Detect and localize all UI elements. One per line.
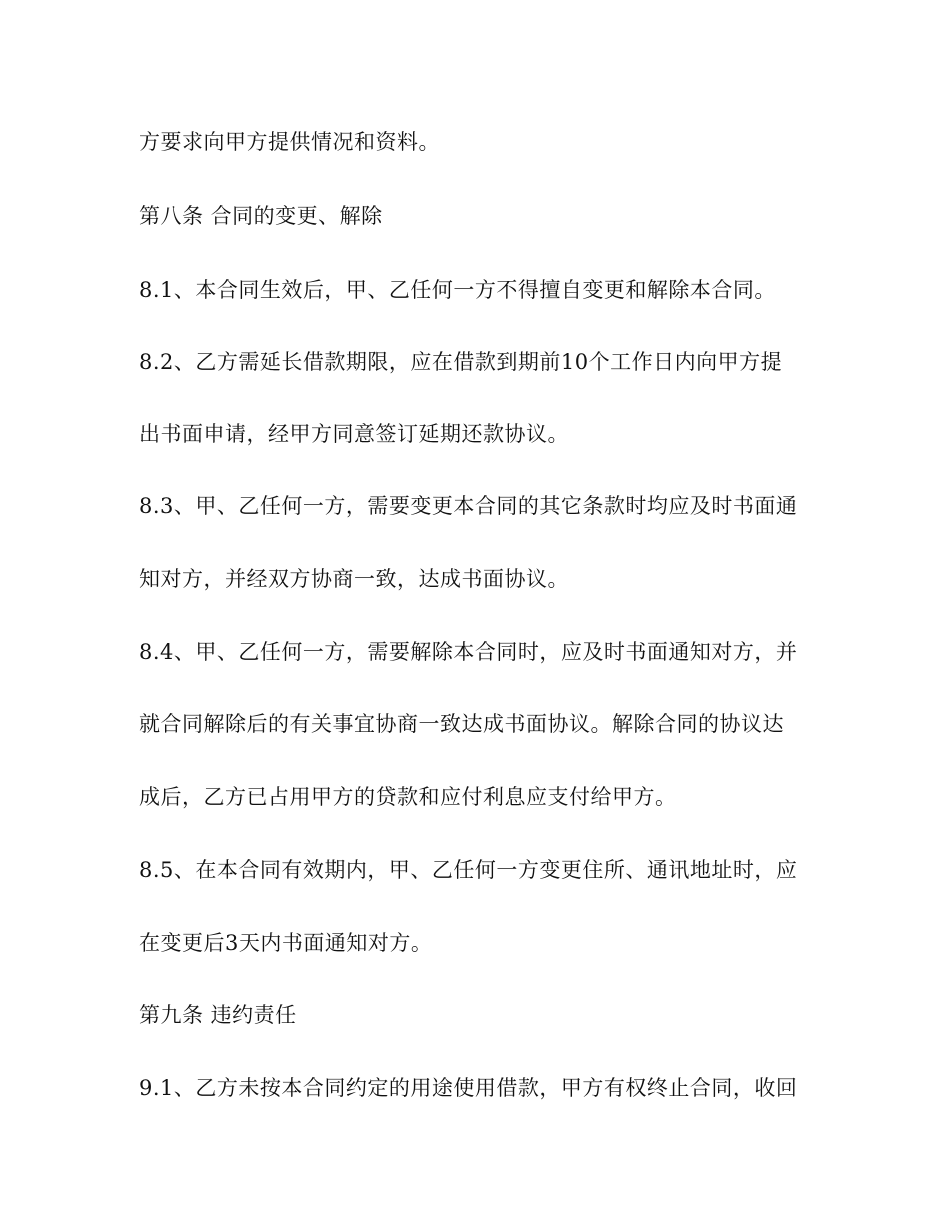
clause-9-1-line-1: 9.1、乙方未按本合同约定的用途使用借款，甲方有权终止合同，收回: [139, 1076, 798, 1100]
clause-8-3-line-1: 8.3、甲、乙任何一方，需要变更本合同的其它条款时均应及时书面通: [139, 494, 798, 518]
text-line-continuation: 方要求向甲方提供情况和资料。: [139, 130, 440, 154]
clause-8-5-line-1: 8.5、在本合同有效期内，甲、乙任何一方变更住所、通讯地址时，应: [139, 858, 798, 882]
clause-8-2-line-2: 出书面申请，经甲方同意签订延期还款协议。: [139, 422, 569, 446]
clause-8-1: 8.1、本合同生效后，甲、乙任何一方不得擅自变更和解除本合同。: [139, 278, 776, 302]
clause-8-4-line-1: 8.4、甲、乙任何一方，需要解除本合同时，应及时书面通知对方，并: [139, 640, 798, 664]
section-heading-article-9: 第九条 违约责任: [139, 1003, 297, 1027]
clause-8-5-line-2: 在变更后3天内书面通知对方。: [139, 931, 433, 955]
clause-8-2-line-1: 8.2、乙方需延长借款期限，应在借款到期前10个工作日内向甲方提: [139, 350, 783, 374]
section-heading-article-8: 第八条 合同的变更、解除: [139, 204, 383, 228]
clause-8-4-line-3: 成后，乙方已占用甲方的贷款和应付利息应支付给甲方。: [139, 785, 677, 809]
clause-8-3-line-2: 知对方，并经双方协商一致，达成书面协议。: [139, 567, 569, 591]
clause-8-4-line-2: 就合同解除后的有关事宜协商一致达成书面协议。解除合同的协议达: [139, 712, 784, 736]
